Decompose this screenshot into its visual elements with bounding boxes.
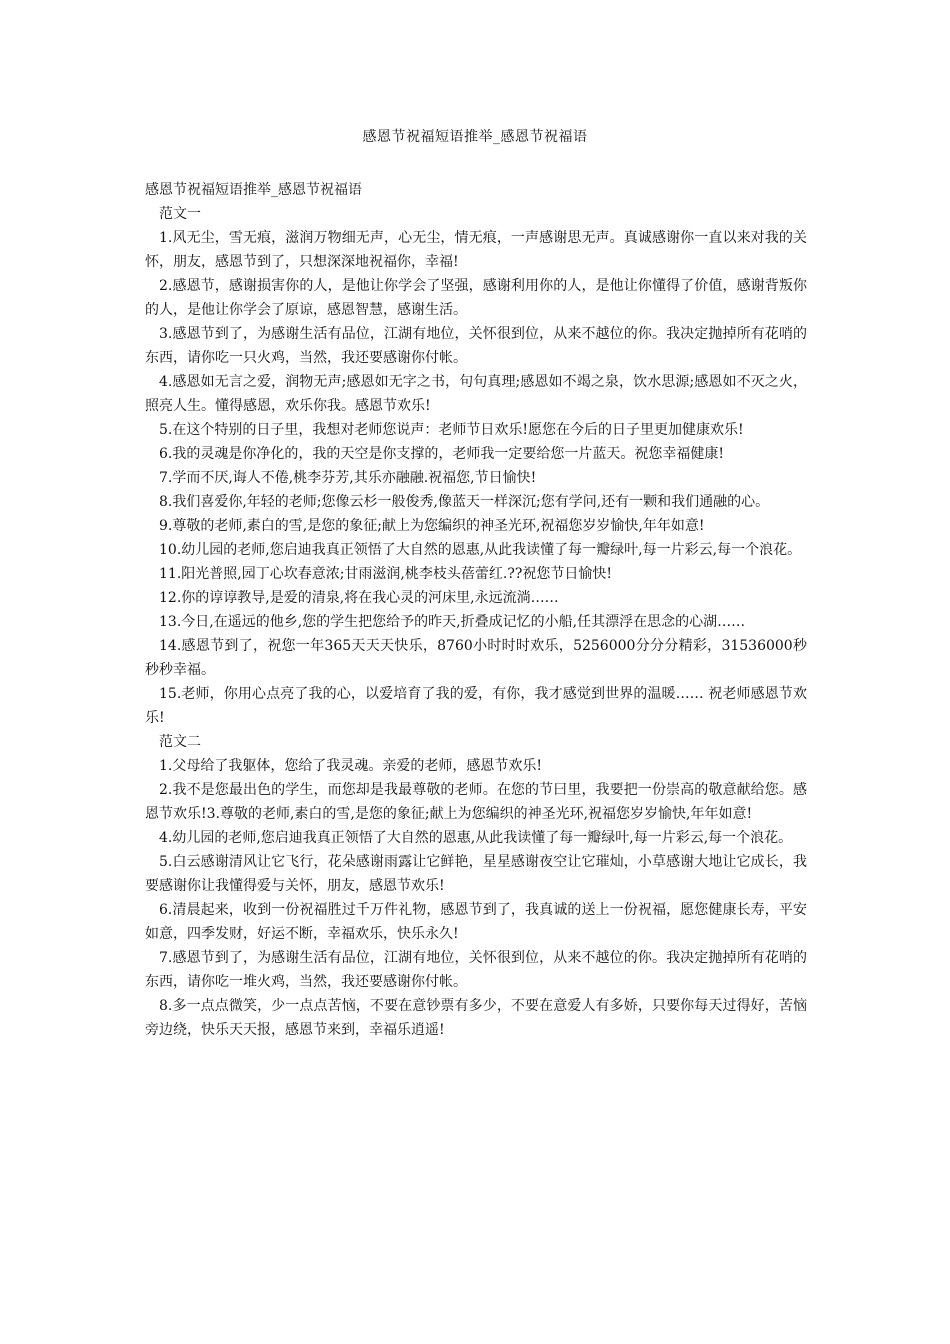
list-item: 2.我不是您最出色的学生，而您却是我最尊敬的老师。在您的节曰里，我要把一份崇高的敬意献给您。感恩节欢乐!3.尊敬的老师,素白的雪,是您的象征;献上为您编织的神圣光环,祝福您岁岁愉快,年年如意! [145,782,807,822]
list-item: 5.在这个特别的日子里，我想对老师您说声：老师节日欢乐!愿您在今后的日子里更加健康欢乐! [159,422,744,438]
document-title: 感恩节祝福短语推举_感恩节祝福语 [362,129,588,145]
list-item: 10.幼儿园的老师,您启迪我真正领悟了大自然的恩惠,从此我读懂了每一瓣绿叶,每一片彩云,每一个浪花。 [159,542,802,558]
list-item: 2.感恩节，感谢损害你的人，是他让你学会了坚强，感谢利用你的人，是他让你懂得了价值，感谢背叛你的人，是他让你学会了原谅，感恩智慧，感谢生活。 [145,278,807,318]
list-item: 15.老师，你用心点亮了我的心，以爱培育了我的爱，有你，我才感觉到世界的温暖…… 祝老师感恩节欢乐! [145,686,807,726]
list-item: 8.多一点点微笑，少一点点苦恼，不要在意钞票有多少，不要在意爱人有多娇，只要你每天过得好，苦恼旁边绕，快乐天天报，感恩节来到，幸福乐逍遥! [145,998,807,1038]
list-item: 13.今日,在遥远的他乡,您的学生把您给予的昨天,折叠成记忆的小船,任其漂浮在思念的心湖…… [159,614,746,630]
list-item: 3.感恩节到了，为感谢生活有品位，江湖有地位，关怀很到位，从来不越位的你。我决定抛掉所有花哨的东西，请你吃一只火鸡，当然，我还要感谢你付帐。 [145,326,807,366]
list-item: 9.尊敬的老师,素白的雪,是您的象征;献上为您编织的神圣光环,祝福您岁岁愉快,年年如意! [159,518,705,534]
list-item: 6.我的灵魂是你净化的，我的天空是你支撑的，老师我一定要给您一片蓝天。祝您幸福健康! [159,446,724,462]
list-item: 7.感恩节到了，为感谢生活有品位，江湖有地位，关怀很到位，从来不越位的你。我决定抛掉所有花哨的东西，请你吃一堆火鸡，当然，我还要感谢你付帐。 [145,950,807,990]
list-item: 14.感恩节到了，祝您一年365天天天快乐，8760小时时时欢乐，5256000分分分精彩，31536000秒秒秒幸福。 [145,638,807,678]
list-item: 12.你的谆谆教导,是爱的清泉,将在我心灵的河床里,永远流淌…… [159,590,559,606]
section-heading: 范文二 [159,734,201,750]
document-subtitle: 感恩节祝福短语推举_感恩节祝福语 [145,182,362,198]
section-heading: 范文一 [159,206,201,222]
list-item: 8.我们喜爱你,年轻的老师;您像云杉一般俊秀,像蓝天一样深沉;您有学问,还有一颗和我们通融的心。 [159,494,770,510]
document-body [145,178,807,1042]
list-item: 5.白云感谢清风让它飞行，花朵感谢雨露让它鲜艳，星星感谢夜空让它璀灿，小草感谢大地让它成长，我要感谢你让我懂得爱与关怀，朋友，感恩节欢乐! [145,854,807,894]
list-item: 1.风无尘，雪无痕，滋润万物细无声，心无尘，情无痕，一声感谢思无声。真诚感谢你一直以来对我的关怀，朋友，感恩节到了，只想深深地祝福你，幸福! [145,230,807,270]
list-item: 6.清晨起来，收到一份祝福胜过千万件礼物，感恩节到了，我真诚的送上一份祝福，愿您健康长寿，平安如意，四季发财，好运不断，幸福欢乐，快乐永久! [145,902,807,942]
list-item: 7.学而不厌,诲人不倦,桃李芬芳,其乐亦融融.祝福您,节日愉快! [159,470,537,486]
list-item: 4.幼儿园的老师,您启迪我真正领悟了大自然的恩惠,从此我读懂了每一瓣绿叶,每一片彩云,每一个浪花。 [159,830,793,846]
list-item: 11.阳光普照,园丁心坎春意浓;甘雨滋润,桃李枝头蓓蕾红.??祝您节日愉快! [159,566,612,582]
list-item: 4.感恩如无言之爱，润物无声;感恩如无字之书，句句真理;感恩如不竭之泉，饮水思源;感恩如不灭之火，照亮人生。懂得感恩，欢乐你我。感恩节欢乐! [145,374,807,414]
list-item: 1.父母给了我躯体，您给了我灵魂。亲爱的老师，感恩节欢乐! [159,758,542,774]
